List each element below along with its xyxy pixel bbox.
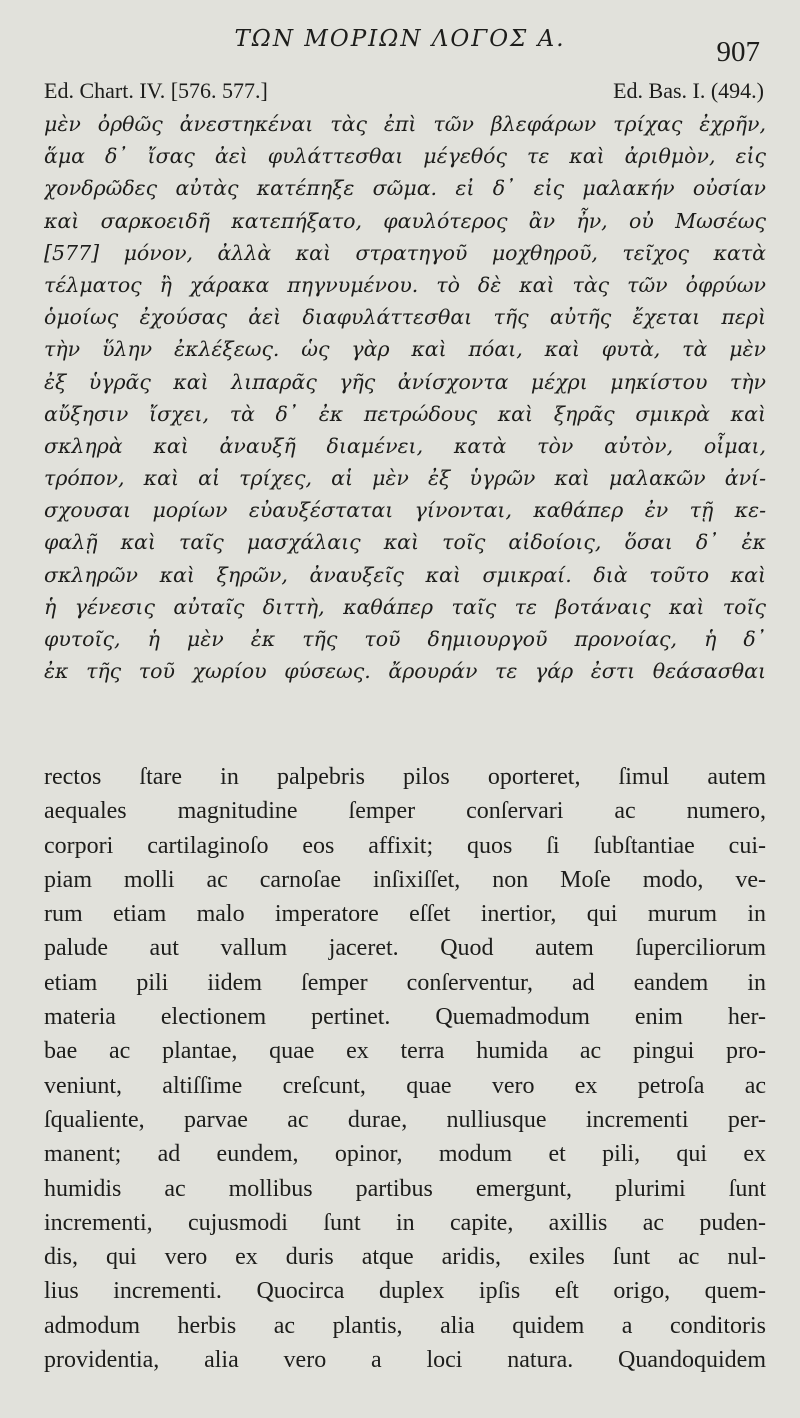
latin-text-line: piam molli ac carnoſae inſixiſſet, non Moſe modo, ve- [44, 866, 766, 893]
running-title: ΤΩΝ ΜΟΡΙΩΝ ΛΟΓΟΣ Α. [234, 26, 566, 52]
greek-text-line: ἐξ ὑγρᾶς καὶ λιπαρᾶς γῆς ἀνίσχοντα μέχρι μηκίστου τὴν [44, 369, 766, 394]
latin-text-line: providentia, alia vero a loci natura. Quandoquidem [44, 1347, 766, 1374]
greek-text-line: τὴν ὕλην ἐκλέξεως. ὡς γὰρ καὶ πόαι, καὶ φυτὰ, τὰ μὲν [44, 337, 766, 362]
latin-text-line: aequales magnitudine ſemper conſervari ac numero, [44, 798, 766, 825]
greek-text-line: ἐκ τῆς τοῦ χωρίου φύσεως. ἄρουράν τε γάρ ἐστι θεάσασθαι [44, 659, 766, 684]
latin-text-line: veniunt, altiſſime creſcunt, quae vero ex petroſa ac [44, 1072, 766, 1099]
latin-text-line: humidis ac mollibus partibus emergunt, plurimi ſunt [44, 1175, 766, 1202]
greek-text-line: [577] μόνον, ἀλλὰ καὶ στρατηγοῦ μοχθηροῦ, τεῖχος κατὰ [44, 240, 766, 265]
greek-text-line: σκληρὰ καὶ ἀναυξῆ διαμένει, κατὰ τὸν αὐτὸν, οἶμαι, [44, 433, 766, 458]
greek-text-line: φαλῇ καὶ ταῖς μασχάλαις καὶ τοῖς αἰδοίοις, ὅσαι δ᾽ ἐκ [44, 530, 766, 555]
latin-text-line: ſqualiente, parvae ac durae, nulliusque incrementi per- [44, 1106, 766, 1133]
latin-text-line: dis, qui vero ex duris atque aridis, exiles ſunt ac nul- [44, 1244, 766, 1271]
greek-text-line: φυτοῖς, ἡ μὲν ἐκ τῆς τοῦ δημιουργοῦ προνοίας, ἡ δ᾽ [44, 627, 766, 651]
greek-text-line: τρόπον, καὶ αἱ τρίχες, αἱ μὲν ἐξ ὑγρῶν καὶ μαλακῶν ἀνί- [44, 466, 766, 491]
greek-text-line: ὁμοίως ἐχούσας ἀεὶ διαφυλάττεσθαι τῆς αὐτῆς ἔχεται περὶ [44, 305, 766, 330]
greek-text-line: καὶ σαρκοειδῆ κατεπήξατο, φαυλότερος ἂν ἦν, οὐ Μωσέως [44, 208, 766, 233]
latin-text-line: rectos ſtare in palpebris pilos oporteret, ſimul autem [44, 764, 766, 790]
latin-text-line: corpori cartilaginoſo eos affixit; quos ſi ſubſtantiae cui- [44, 832, 766, 859]
latin-text-line: etiam pili iidem ſemper conſerventur, ad eandem in [44, 969, 766, 996]
latin-text-line: materia electionem pertinet. Quemadmodum enim her- [44, 1004, 766, 1031]
latin-text-line: manent; ad eundem, opinor, modum et pili, qui ex [44, 1141, 766, 1168]
greek-text-line: ἅμα δ᾽ ἴσας ἀεὶ φυλάττεσθαι μέγεθός τε καὶ ἀριθμὸν, εἰς [44, 144, 766, 169]
latin-text-line: palude aut vallum jaceret. Quod autem ſuperciliorum [44, 935, 766, 962]
latin-text-block [44, 760, 766, 1377]
greek-text-line: ἡ γένεσις αὐταῖς διττὴ, καθάπερ ταῖς τε βοτάναις καὶ τοῖς [44, 594, 766, 619]
latin-text-line: lius incrementi. Quocirca duplex ipſis eſt origo, quem- [44, 1278, 766, 1305]
greek-text-block [44, 108, 766, 687]
page-number: 907 [716, 36, 760, 68]
greek-text-line: χονδρῶδες αὐτὰς κατέπηξε σῶμα. εἰ δ᾽ εἰς μαλακήν οὐσίαν [44, 176, 766, 201]
latin-text-line: bae ac plantae, quae ex terra humida ac pingui pro- [44, 1038, 766, 1065]
latin-text-line: incrementi, cujusmodi ſunt in capite, axillis ac puden- [44, 1209, 766, 1236]
edition-reference-left: Ed. Chart. IV. [576. 577.] [44, 78, 268, 103]
greek-text-line: τέλματος ἢ χάρακα πηγνυμένου. τὸ δὲ καὶ τὰς τῶν ὀφρύων [44, 272, 766, 297]
greek-text-line: σχουσαι μορίων εὐαυξέσταται γίνονται, καθάπερ ἐν τῇ κε- [44, 498, 766, 523]
greek-text-line: αὔξησιν ἴσχει, τὰ δ᾽ ἐκ πετρώδους καὶ ξηρᾶς σμικρὰ καὶ [44, 401, 766, 426]
edition-reference-right: Ed. Bas. I. (494.) [613, 78, 764, 103]
greek-text-line: σκληρῶν καὶ ξηρῶν, ἀναυξεῖς καὶ σμικραί. διὰ τοῦτο καὶ [44, 562, 766, 587]
latin-text-line: admodum herbis ac plantis, alia quidem a conditoris [44, 1312, 766, 1339]
greek-text-line: μὲν ὀρθῶς ἀνεστηκέναι τὰς ἐπὶ τῶν βλεφάρων τρίχας ἐχρῆν, [44, 112, 766, 136]
latin-text-line: rum etiam malo imperatore eſſet inertior, qui murum in [44, 901, 766, 928]
